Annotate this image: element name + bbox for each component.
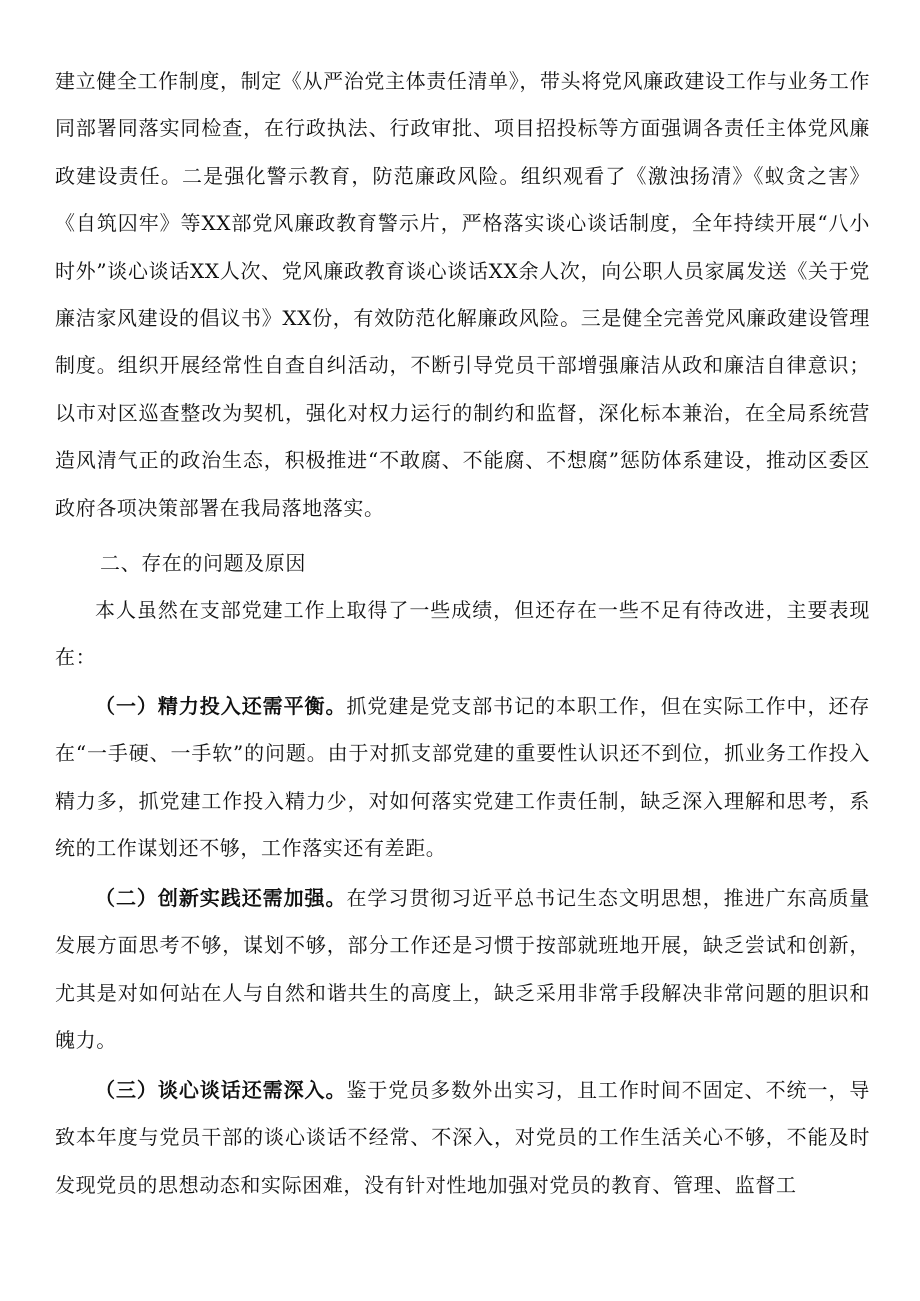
problem-item-2-text: 在学习贯彻习近平总书记生态文明思想，推进广东高质量发展方面思考不够，谋划不够，部分工作还是习惯于按部就班地开展，缺乏尝试和创新，尤其是对如何站在人与自然和谐共生的高度上，缺乏采用非常手段解决非常问题的胆识和魄力。 [55,886,870,1053]
problem-item-1 [55,683,870,873]
problem-item-3 [55,1067,870,1209]
problem-item-2-title: （二）创新实践还需加强。 [95,886,347,910]
section-heading: 二、存在的问题及原因 [100,551,306,575]
problem-item-3-text: 鉴于党员多数外出实习，且工作时间不固定、不统一，导致本年度与党员干部的谈心谈话不经常、不深入，对党员的工作生活关心不够，不能及时发现党员的思想动态和实际困难，没有针对性地加强对党员的教育、管理、监督工 [55,1078,870,1197]
body-paragraph: 建立健全工作制度，制定《从严治党主体责任清单》，带头将党风廉政建设工作与业务工作同部署同落实同检查，在行政执法、行政审批、项目招投标等方面强调各责任主体党风廉政建设责任。二是强化警示教育，防范廉政风险。组织观看了《激浊扬清》《蚁贪之害》《自筑囚牢》等XX部党风廉政教育警示片，严格落实谈心谈话制度，全年持续开展“八小时外”谈心谈话XX人次、党风廉政教育谈心谈话XX余人次，向公职人员家属发送《关于党廉洁家风建设的倡议书》XX份，有效防范化解廉政风险。三是健全完善党风廉政建设管理制度。组织开展经常性自查自纠活动，不断引导党员干部增强廉洁从政和廉洁自律意识；以市对区巡查整改为契机，强化对权力运行的制约和监督，深化标本兼治，在全局系统营造风清气正的政治生态，积极推进“不敢腐、不能腐、不想腐”惩防体系建设，推动区委区政府各项决策部署在我局落地落实。 [55,69,870,520]
problem-item-1-title: （一）精力投入还需平衡。 [95,694,347,718]
problem-item-1-text: 抓党建是党支部书记的本职工作，但在实际工作中，还存在“一手硬、一手软”的问题。由于对抓支部党建的重要性认识还不到位，抓业务工作投入精力多，抓党建工作投入精力少，对如何落实党建工作责任制，缺乏深入理解和思考，系统的工作谋划还不够，工作落实还有差距。 [55,694,870,861]
problem-item-2 [55,875,870,1065]
intro-paragraph: 本人虽然在支部党建工作上取得了一些成绩，但还存在一些不足有待改进，主要表现在： [55,598,870,670]
problem-item-3-title: （三）谈心谈话还需深入。 [95,1078,347,1102]
